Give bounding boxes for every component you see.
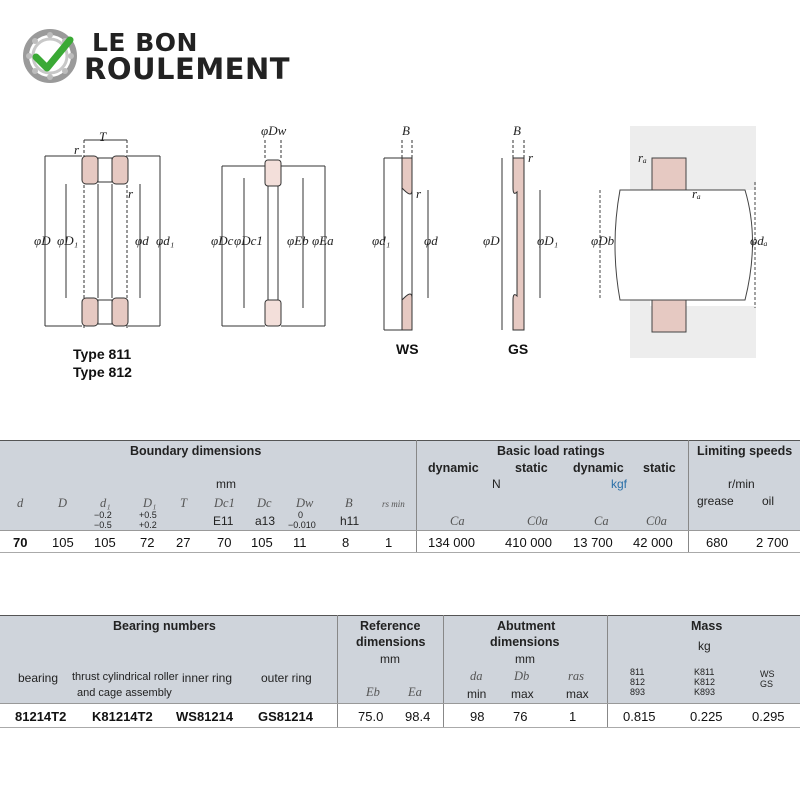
label-Db: φDb xyxy=(591,233,615,248)
label-B-gs: B xyxy=(513,123,521,138)
mass-col3-b: GS xyxy=(760,679,774,689)
col-Dc: Dc xyxy=(257,496,272,510)
bearing-check-icon xyxy=(22,28,78,84)
row-D: 105 xyxy=(52,535,74,550)
row-Ca-kgf: 13 700 xyxy=(573,535,613,550)
hdr-reference-1: Reference xyxy=(360,619,421,633)
label-Dc1: φDc1 xyxy=(234,233,263,248)
unit-rmin: r/min xyxy=(728,477,755,491)
brand-logo xyxy=(22,24,302,88)
row-oil: 2 700 xyxy=(756,535,789,550)
hdr-abutment-2: dimensions xyxy=(490,635,560,649)
row-Ea: 98.4 xyxy=(405,709,431,724)
label-ra1: rₐ xyxy=(638,150,647,165)
tol-D1-lower: +0.2 xyxy=(139,520,157,530)
label-D-gs: φD xyxy=(483,233,500,248)
label-r: r xyxy=(74,142,80,157)
col-ras: ras xyxy=(568,669,584,683)
lbl-min: min xyxy=(467,687,487,701)
col-T: T xyxy=(180,496,187,510)
bearing-numbers-table xyxy=(0,615,800,730)
tol-B: h11 xyxy=(340,514,360,528)
label-da: φdₐ xyxy=(750,233,768,248)
hdr-static-N: static xyxy=(515,461,548,475)
hdr-inner-ring: inner ring xyxy=(182,671,233,685)
row-mass-3: 0.295 xyxy=(752,709,785,724)
row-mass-1: 0.815 xyxy=(623,709,656,724)
label-T: T xyxy=(99,129,107,144)
row-Dc1: 70 xyxy=(217,535,232,550)
label-ra2: rₐ xyxy=(692,186,701,201)
label-Eb: φEb xyxy=(287,233,309,248)
col-rs-min: rs min xyxy=(382,499,405,509)
row-assembly: K81214T2 xyxy=(92,709,153,724)
row-D1: 72 xyxy=(140,535,155,550)
sub-Ca-N: Ca xyxy=(450,514,465,528)
sub-Ca-kgf: Ca xyxy=(594,514,609,528)
row-Dc: 105 xyxy=(251,535,273,550)
dimensions-table xyxy=(0,440,800,560)
hdr-outer-ring: outer ring xyxy=(261,671,312,685)
mass-col2-c: K893 xyxy=(694,687,716,697)
table1-header-band xyxy=(0,440,800,530)
drawing-ws xyxy=(384,140,428,330)
col-Dc1: Dc1 xyxy=(214,496,235,510)
row-Dw: 11 xyxy=(293,535,307,550)
label-r-ws: r xyxy=(416,186,422,201)
hdr-reference-2: dimensions xyxy=(356,635,426,649)
tol-Dc1: E11 xyxy=(213,514,234,528)
caption-type-811: Type 811 xyxy=(73,346,132,362)
tol-Dc: a13 xyxy=(255,514,276,528)
label-Dw: φDw xyxy=(261,123,287,138)
label-Dc: φDc xyxy=(211,233,234,248)
label-d1-ws: φd₁ xyxy=(372,233,391,248)
hdr-bearing: bearing xyxy=(18,671,59,685)
unit-kg: kg xyxy=(698,639,711,653)
hdr-grease: grease xyxy=(697,494,734,508)
mass-col2-a: K811 xyxy=(694,667,715,677)
label-d1: φd₁ xyxy=(156,233,175,248)
caption-gs: GS xyxy=(508,341,529,357)
row-grease: 680 xyxy=(706,535,728,550)
unit-kgf: kgf xyxy=(611,477,628,491)
row-outer-ring: GS81214 xyxy=(258,709,313,724)
tol-D1-upper: +0.5 xyxy=(139,510,157,520)
row-da: 98 xyxy=(470,709,485,724)
row-inner-ring: WS81214 xyxy=(176,709,234,724)
label-d-ws: φd xyxy=(424,233,438,248)
unit-mm: mm xyxy=(216,477,236,491)
bearing-drawings xyxy=(0,110,800,410)
label-r-gs: r xyxy=(528,150,534,165)
sub-C0a-N: C0a xyxy=(527,514,548,528)
logo-text-line1: LE BON xyxy=(92,28,198,57)
hdr-thrust-2: and cage assembly xyxy=(77,687,172,699)
unit-N: N xyxy=(492,477,501,491)
caption-ws: WS xyxy=(396,341,419,357)
tol-Dw-upper: 0 xyxy=(298,510,304,520)
tol-d1-upper: −0.2 xyxy=(94,510,112,520)
col-Eb: Eb xyxy=(366,685,380,699)
hdr-mass: Mass xyxy=(691,619,723,633)
row-ras: 1 xyxy=(569,709,577,724)
row-T: 27 xyxy=(176,535,191,550)
col-da: da xyxy=(470,669,483,683)
col-d1: d₁ xyxy=(100,496,111,510)
drawing-gs xyxy=(502,140,540,330)
hdr-boundary-dimensions: Boundary dimensions xyxy=(130,444,262,458)
row-B: 8 xyxy=(342,535,350,550)
hdr-bearing-numbers: Bearing numbers xyxy=(113,619,216,633)
mass-col3-a: WS xyxy=(760,669,775,679)
row-C0a-N: 410 000 xyxy=(505,535,552,550)
logo-text-line2: ROULEMENT xyxy=(84,52,291,86)
row-Eb: 75.0 xyxy=(358,709,384,724)
mass-col1-a: 811 xyxy=(630,667,645,677)
label-r2: r xyxy=(128,186,134,201)
col-d: d xyxy=(17,496,24,510)
hdr-static-kgf: static xyxy=(643,461,676,475)
col-B: B xyxy=(345,496,353,510)
label-D1: φD₁ xyxy=(57,233,79,248)
label-D: φD xyxy=(34,233,51,248)
mass-col1-c: 893 xyxy=(630,687,646,697)
unit-mm-abut: mm xyxy=(515,652,535,666)
mass-col1-b: 812 xyxy=(630,677,646,687)
drawing-mounting xyxy=(600,126,756,358)
col-D: D xyxy=(58,496,68,510)
tol-Dw-lower: −0.010 xyxy=(288,520,316,530)
label-B-ws: B xyxy=(402,123,410,138)
col-Ea: Ea xyxy=(408,685,422,699)
col-Dw: Dw xyxy=(296,496,314,510)
row-rs: 1 xyxy=(385,535,393,550)
hdr-limiting-speeds: Limiting speeds xyxy=(697,444,793,458)
row-d1: 105 xyxy=(94,535,116,550)
tol-d1-lower: −0.5 xyxy=(94,520,112,530)
unit-mm-ref: mm xyxy=(380,652,400,666)
caption-type-812: Type 812 xyxy=(73,364,132,380)
hdr-dynamic-N: dynamic xyxy=(428,461,479,475)
label-D1-gs: φD₁ xyxy=(537,233,559,248)
row-mass-2: 0.225 xyxy=(690,709,723,724)
label-Ea: φEa xyxy=(312,233,334,248)
mass-col2-b: K812 xyxy=(694,677,716,687)
hdr-basic-load: Basic load ratings xyxy=(497,444,605,458)
hdr-dynamic-kgf: dynamic xyxy=(573,461,624,475)
col-Db: Db xyxy=(514,669,530,683)
lbl-max-1: max xyxy=(511,687,534,701)
row-bearing: 81214T2 xyxy=(15,709,67,724)
hdr-abutment-1: Abutment xyxy=(497,619,556,633)
row-Ca-N: 134 000 xyxy=(428,535,475,550)
row-Db: 76 xyxy=(513,709,528,724)
col-D1: D₁ xyxy=(143,496,157,510)
hdr-oil: oil xyxy=(762,494,775,508)
hdr-thrust-1: thrust cylindrical roller xyxy=(72,671,179,683)
sub-C0a-kgf: C0a xyxy=(646,514,667,528)
lbl-max-2: max xyxy=(566,687,589,701)
row-C0a-kgf: 42 000 xyxy=(633,535,673,550)
row-d: 70 xyxy=(13,535,28,550)
label-d: φd xyxy=(135,233,149,248)
